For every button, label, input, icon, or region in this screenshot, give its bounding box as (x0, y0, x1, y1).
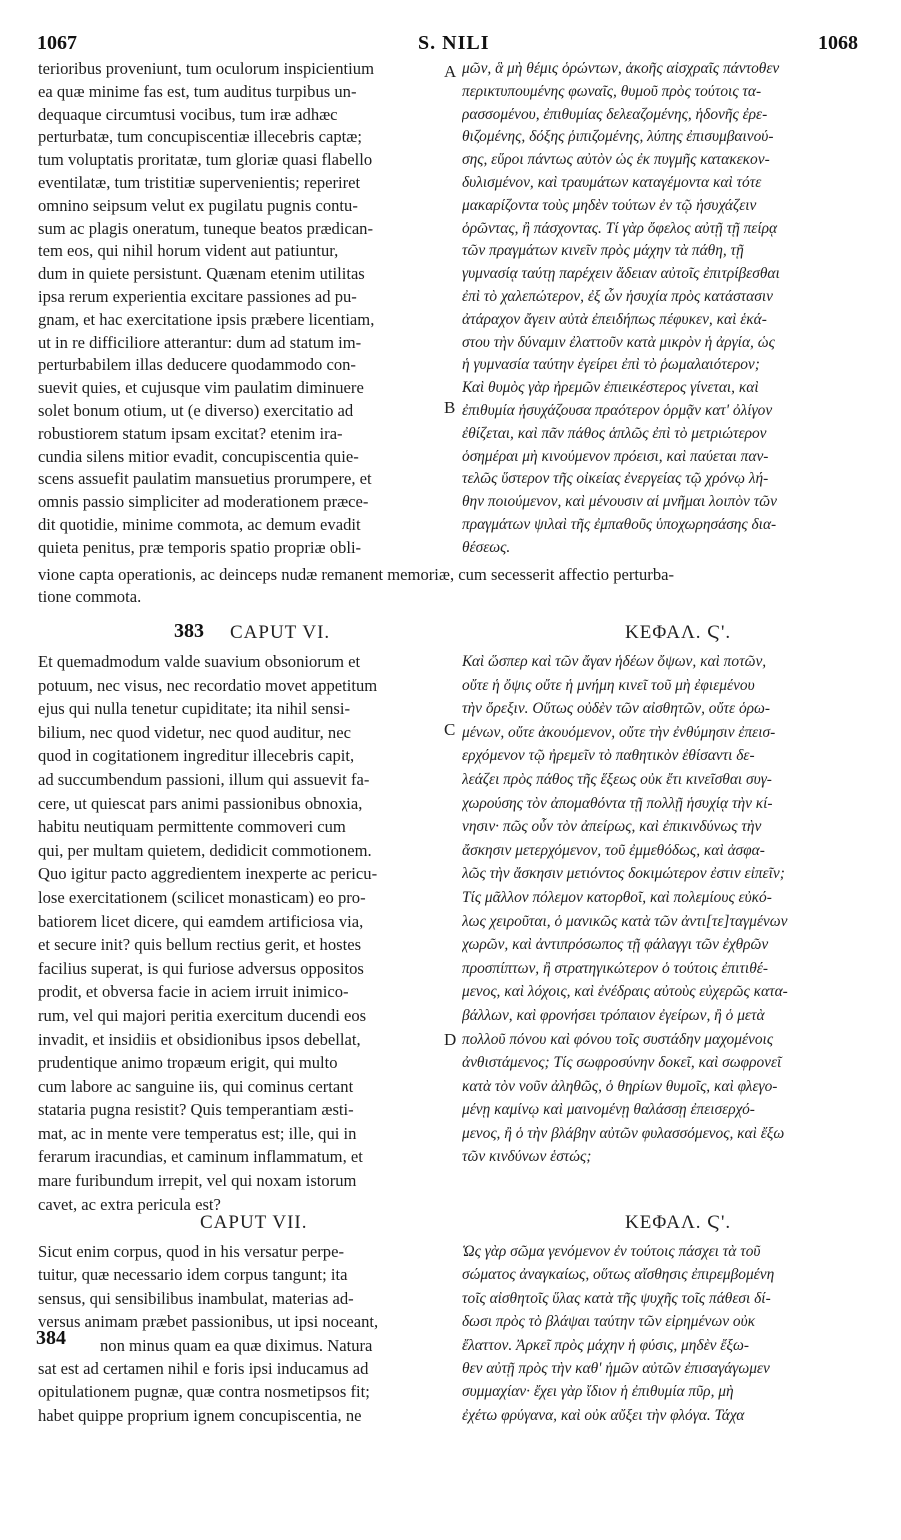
text-line: ferarum iracundias, et caminum inflammatum, et (38, 1147, 363, 1167)
text-line: facilius superat, is qui furiose adversus oppositos (38, 958, 364, 978)
text-line: πολλοῦ πόνου καὶ φόνου τοῖς συστάδην μαχομένοις (462, 1030, 774, 1048)
greek-chapter-heading-6: ΚΕΦΑΛ. Ϛ'. (625, 622, 732, 643)
text-line: ad succumbendum passioni, illum qui assuevit fa- (38, 769, 370, 789)
greek-column-section-2 (462, 650, 872, 1169)
text-line: ρασσομένου, ἐπιθυμίας δελεαζομένης, ἡδονῆς ἐρε- (462, 105, 768, 123)
text-line: θέσεως. (462, 538, 511, 556)
text-line: σώματος ἀναγκαίως, οὕτως αἴσθησις ἐπιρεμβομένη (462, 1266, 775, 1284)
text-line: vione capta operationis, ac deinceps nudæ remanent memoriæ, cum secesserit affectio perturba- (38, 565, 675, 584)
text-line: μενος, ἢ ὁ τὴν βλάβην αὐτῶν φυλασσόμενος, καὶ ἔξω (462, 1124, 785, 1142)
text-line: περικτυπουμένης φωναῖς, θυμοῦ πρὸς τούτοις τα- (462, 82, 762, 100)
text-line: γυμνασίᾳ ταύτῃ παρέχειν ἄδειαν αὐτοῖς ἐπιτρίβεσθαι (462, 265, 780, 283)
text-line: θιζομένης, δόξης ῥιπιζομένης, λύπης ἐπισυμβαινού- (462, 128, 774, 146)
latin-fullwidth-continuation (38, 564, 874, 608)
text-line: τελῶς ὕστερον τῆς οἰκείας ἐνεργείας τῷ χρόνῳ λή- (462, 470, 769, 488)
text-line: tem eos, qui nihil horum vident aut patiuntur, (38, 241, 339, 261)
text-line: ερχόμενον τῷ ἠρεμεῖν τὸ παθητικὸν ἐθίσαντι δε- (462, 747, 755, 765)
text-line: μένῃ καμίνῳ καὶ μαινομένῃ θαλάσσῃ ἐπεισερχό- (462, 1101, 755, 1119)
text-line: tione commota. (38, 587, 142, 606)
text-line: σης, εὕροι πάντως αὐτὸν ὡς ἐκ πυγμῆς κατακεκον- (462, 151, 770, 169)
text-line: Καὶ θυμὸς γὰρ ἠρεμῶν ἐπιεικέστερος γίνεται, καὶ (462, 379, 759, 397)
text-line: ἔλαττον. Ἀρκεῖ πρὸς μάχην ἡ φύσις, μηδὲν ἔξω- (462, 1336, 749, 1354)
text-line: λως χειροῦται, ὁ μανικῶς κατὰ τῶν ἀντι[τε]ταγμένων (462, 912, 788, 930)
text-line: ἡ γυμνασία ταύτην ἐγείρει ἐπὶ τὸ ῥωμαλαιότερον; (462, 356, 760, 374)
text-line: cum labore ac sanguine iis, qui cominus certant (38, 1076, 354, 1096)
text-line: μῶν, ἃ μὴ θέμις ὁρώντων, ἀκοῆς αἰσχραῖς πάντοθεν (462, 60, 780, 77)
greek-column-section-3 (462, 1240, 872, 1427)
text-line: quieta penitus, præ temporis spatio propriæ obli- (38, 537, 362, 557)
text-line: non minus quam ea quæ diximus. Natura (100, 1335, 373, 1355)
text-line: χωρῶν, καὶ ἀντιπρόσωπος τῇ φάλαγγι τῶν ἐχθρῶν (462, 936, 769, 954)
text-line: perturbabilem illas deducere quodammodo con- (38, 355, 356, 375)
text-line: eventilatæ, tum tristitiæ supervenientis; reperiret (38, 172, 361, 192)
text-line: νησιν· πῶς οὖν τὸν ἀπείρως, καὶ ἐπικινδύνως τὴν (462, 818, 762, 836)
margin-letter-a: A (444, 62, 457, 81)
text-line: habitu neutiquam permittente commoveri cum (38, 817, 346, 837)
text-line: τὴν ὄρεξιν. Οὕτως οὐδὲν τῶν αἰσθητῶν, οὔτε ὁρω- (462, 700, 771, 718)
text-line: στου τὴν δύναμιν ἐλαττοῦν κατὰ μικρὸν ἡ ἀργία, ὡς (462, 333, 775, 351)
margin-letter-d: D (444, 1030, 457, 1049)
text-line: invadit, et insidiis et obsidionibus ipsos debellat, (38, 1029, 361, 1049)
text-line: terioribus proveniunt, tum oculorum inspicientium (38, 59, 374, 78)
text-line: gnam, et hac exercitatione ipsis præbere licentiam, (38, 309, 375, 329)
text-line: dequaque circumtusi vocibus, tum iræ adhæc (38, 104, 338, 124)
text-line: ἀτάραχον ἄγειν αὐτὰ ἐπειδήπως πέφυκεν, καὶ ἑκά- (462, 310, 767, 328)
page-number-right: 1068 (818, 32, 858, 54)
page-number-left: 1067 (37, 32, 77, 54)
text-line: ea quæ minime fas est, tum auditus turpibus un- (38, 81, 357, 101)
latin-column-section-2 (38, 650, 440, 1216)
text-line: μένων, οὔτε ἀκουόμενον, οὔτε τὴν ἐνθύμησιν ἐπεισ- (462, 723, 776, 741)
text-line: ὁσημέραι μὴ κινούμενον πρόεισι, καὶ παύεται παν- (462, 447, 769, 465)
greek-column-section-1 (462, 58, 872, 560)
text-line: οὔτε ἡ ὄψις οὔτε ἡ μνήμη κινεῖ τοῦ μὴ ἐφιεμένου (462, 676, 755, 694)
text-line: solet bonum otium, ut (e diverso) exercitatio ad (38, 400, 354, 420)
text-line: scens assuefit paulatim mansuetius prorumpere, et (38, 469, 372, 489)
text-line: suevit quies, et cujusque vim paulatim diminuere (38, 378, 364, 398)
text-line: Quo igitur pacto aggredientem inexperte ac pericu- (38, 864, 378, 884)
text-line: Ὡς γὰρ σῶμα γενόμενον ἐν τούτοις πάσχει τὰ τοῦ (462, 1243, 761, 1260)
text-line: λῶς τὴν ἄσκησιν μετιόντος δοκιμώτερον ἐστιν εἰπεῖν; (462, 865, 785, 883)
text-line: quod in cogitationem ingreditur illecebris capit, (38, 746, 355, 766)
text-line: κατὰ τὸν νοῦν ἀληθῶς, ὁ θηρίων θυμοῖς, καὶ φλεγο- (462, 1077, 778, 1095)
text-line: ἐπὶ τὸ χαλεπώτερον, ἐξ ὧν ἡσυχία πρὸς κατάστασιν (462, 287, 773, 305)
text-line: ipsa rerum experientia excitare passiones ad pu- (38, 286, 357, 306)
text-line: dum in quiete persistunt. Quænam etenim utilitas (38, 264, 365, 284)
text-line: sum ac plagis oneratum, tuneque beatos prædican- (38, 218, 374, 238)
text-line: Καὶ ὥσπερ καὶ τῶν ἄγαν ἡδέων ὄψων, καὶ ποτῶν, (462, 653, 767, 670)
text-line: stataria pugna resistit? Quis temperantiam æsti- (38, 1100, 354, 1120)
text-line: omnino seipsum velut ex pugilatu pugnis contu- (38, 195, 358, 215)
text-line: dit quotidie, minime commota, ac demum evadit (38, 514, 361, 534)
text-line: πραγμάτων ψιλαὶ τῆς ἐμπαθοῦς ὑποχωρησάσης δια- (462, 515, 777, 533)
text-line: ἐπιθυμία ἡσυχάζουσα πραότερον ὁρμᾷν κατ' ὀλίγον (462, 401, 773, 419)
text-line: tum voluptatis proritatæ, tum gloriæ quasi flabello (38, 150, 373, 170)
text-line: omnis passio simpliciter ad moderationem præce- (38, 492, 369, 512)
text-line: prudentique animo tropæum erigit, qui multo (38, 1053, 338, 1073)
text-line: τῶν πραγμάτων κινεῖν πρὸς μάχην τὰ πάθη, τῇ (462, 242, 744, 260)
text-line: χωρούσης τὸν ἀπομαθόντα τῇ πολλῇ ἡσυχίᾳ τὴν κί- (462, 794, 773, 812)
text-line: τῶν κινδύνων ἑστώς; (462, 1148, 592, 1166)
text-line: βάλλων, καὶ φρονήσει τρόπαιον ἐγείρων, ἢ ὁ μετὰ (462, 1006, 765, 1024)
text-line: rum, vel qui majori peritia exercitum ducendi eos (38, 1005, 367, 1025)
text-line: ὁρῶντας, ἢ πάσχοντας. Τί γὰρ ὄφελος αὐτῇ τῇ πείρᾳ (462, 219, 778, 237)
text-line: λεάζει πρὸς πάθος τῆς ἕξεως οὐκ ἔτι κινεῖσθαι συγ- (462, 770, 772, 788)
column-number-384: 384 (36, 1327, 66, 1349)
text-line: θεν αὐτῇ πρὸς τὴν καθ' ἡμῶν αὐτῶν ἐπισαγάγωμεν (462, 1359, 770, 1377)
text-line: sat est ad certamen nihil e foris ipsi inducamus ad (38, 1358, 369, 1378)
text-line: Τίς μᾶλλον πόλεμον κατορθοῖ, καὶ πολεμίους εὐκό- (462, 888, 772, 906)
text-line: ejus qui nulla tenetur cupiditate; ita nihil sensi- (38, 699, 350, 719)
text-line: ἐθίζεται, καὶ πᾶν πάθος ἁπλῶς ἐπὶ τὸ μετριώτερον (462, 424, 767, 442)
text-line: μακαρίζοντα τοὺς μηδὲν τούτων ἐν τῷ ἡσυχάζειν (462, 196, 757, 214)
text-line: cavet, ac extra pericula est? (38, 1194, 221, 1214)
latin-chapter-heading-vi: CAPUT VI. (230, 622, 331, 643)
text-line: et secure init? quis bellum rectius gerit, et hostes (38, 935, 362, 955)
latin-column-section-1 (38, 58, 440, 560)
text-line: δωσι πρὸς τὸ βλάψαι ταύτην τῶν εἰρημένων οὐκ (462, 1313, 756, 1331)
text-line: versus animam præbet passionibus, ut ipsi noceant, (38, 1312, 379, 1332)
text-line: sensus, qui sensibilibus inambulat, materias ad- (38, 1288, 354, 1308)
text-line: cere, ut quiescat pars animi passionibus obnoxia, (38, 793, 363, 813)
text-line: ut in re difficiliore atterantur: dum ad statum im- (38, 332, 362, 352)
greek-chapter-heading-7: ΚΕΦΑΛ. Ϛ'. (625, 1212, 732, 1233)
text-line: qui, per multam quietem, dedidicit commotionem. (38, 840, 372, 860)
page-title: S. NILI (418, 32, 490, 54)
text-line: robustiorem statum ipsam excitat? etenim ira- (38, 423, 343, 443)
latin-column-section-3 (38, 1240, 440, 1427)
text-line: opitulationem pugnæ, quæ contra nosmetipsos fit; (38, 1382, 370, 1402)
text-line: δυλισμένον, καὶ τραυμάτων καταγέμοντα καὶ τότε (462, 173, 762, 191)
text-line: θην ποιούμενον, καὶ μένουσιν αἱ μνῆμαι λοιπὸν τῶν (462, 493, 777, 511)
text-line: προσπίπτων, ἢ στρατηγικώτερον ὁ τούτοις ἐπιτιθέ- (462, 959, 768, 977)
text-line: Sicut enim corpus, quod in his versatur perpe- (38, 1242, 344, 1261)
text-line: potuum, nec visus, nec recordatio movet appetitum (38, 675, 378, 695)
text-line: mat, ac in mente vere temperatus est; ille, qui in (38, 1123, 357, 1143)
text-line: tuitur, quæ necessario idem corpus tangunt; ita (38, 1265, 348, 1285)
text-line: prodit, et obversa facie in aciem irruit inimico- (38, 982, 349, 1002)
text-line: ἄσκησιν μετερχόμενον, τοῦ ἐμμεθόδως, καὶ ἀσφα- (462, 841, 765, 859)
text-line: cundia silens mitior evadit, concupiscentia quie- (38, 446, 359, 466)
text-line: συμμαχίαν· ἔχει γὰρ ἴδιον ἡ ἐπιθυμία πῦρ, μὴ (462, 1383, 734, 1401)
margin-letter-c: C (444, 720, 456, 739)
column-number-383: 383 (174, 620, 204, 642)
text-line: bilium, nec quod videtur, nec quod auditur, nec (38, 722, 351, 742)
text-line: ἐχέτω φρύγανα, καὶ οὐκ αὔξει τὴν φλόγα. Τάχα (462, 1406, 745, 1424)
text-line: τοῖς αἰσθητοῖς ὕλας κατὰ τῆς ψυχῆς τοῖς πάθεσι δί- (462, 1289, 771, 1307)
latin-chapter-heading-vii: CAPUT VII. (200, 1212, 308, 1233)
text-line: mare furibundum irrepit, vel qui noxam istorum (38, 1171, 357, 1191)
text-line: batiorem licet dicere, qui eamdem artificiosa via, (38, 911, 364, 931)
text-line: lose exercitationem (scilicet monasticam) eo pro- (38, 887, 366, 907)
text-line: habet quippe proprium ignem concupiscentia, ne (38, 1405, 362, 1425)
text-line: perturbatæ, tum concupiscentiæ illecebris captæ; (38, 127, 362, 147)
margin-letter-b: B (444, 398, 456, 417)
text-line: ἀνθιστάμενος; Τίς σωφροσύνην δοκεῖ, καὶ σωφρονεῖ (462, 1054, 782, 1072)
text-line: μενος, καὶ λόχοις, καὶ ἐνέδραις αὐτοὺς εὐχερῶς κατα- (462, 983, 788, 1001)
text-line: Et quemadmodum valde suavium obsoniorum et (38, 652, 361, 671)
